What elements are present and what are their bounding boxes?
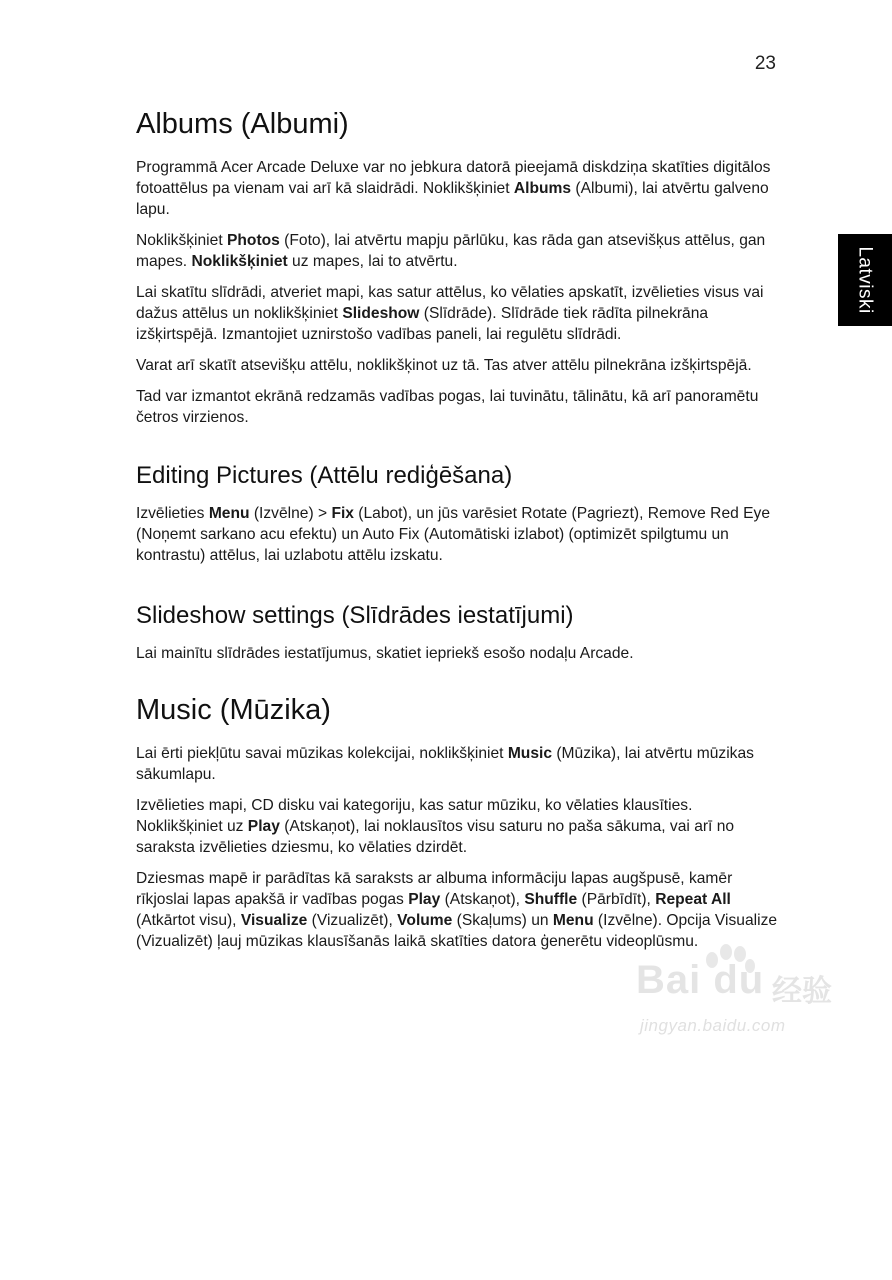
music-paragraph-1 [136,743,778,785]
text: Izvēlieties mapi, CD disku vai kategoriju, kas satur mūziku, ko vēlaties klausīties. Noklikšķiniet uz [136,797,693,836]
watermark-logo: Bai du [636,958,765,1002]
watermark-url: jingyan.baidu.com [640,1016,786,1035]
page-number: 23 [754,53,776,74]
text: uz mapes, lai to atvērtu. [287,253,458,271]
bold-term: Play [408,891,441,909]
bold-term: Visualize [240,912,308,930]
text: (Pārbīdīt), [577,891,656,909]
bold-term: Volume [397,912,453,930]
bold-term: Noklikšķiniet [191,253,288,271]
section-slideshow [136,602,778,664]
albums-paragraph-3 [136,282,778,345]
heading-music: Music (Mūzika) [136,693,331,726]
text: Izvēlieties [136,505,209,523]
bold-term: Shuffle [524,891,578,909]
section-music [136,694,778,952]
music-paragraph-2 [136,795,778,858]
heading-albums: Albums (Albumi) [136,108,349,140]
baidu-watermark [632,948,842,1048]
text: (Skaļums) un [452,912,553,930]
text: (Izvēlne). Opcija Visualize (Vizualizēt) ļauj mūzikas klausīšanās laikā skatīties datora ģenerētu videoplūsmu. [136,912,778,951]
bold-term: Repeat All [655,891,731,909]
text: (Mūzika), lai atvērtu mūzikas sākumlapu. [136,745,754,784]
text: (Izvēlne) > [249,505,332,523]
slideshow-paragraph-1: Lai mainītu slīdrādes iestatījumus, skatiet iepriekš esošo nodaļu Arcade. [136,644,634,662]
text: (Atskaņot), lai noklausītos visu saturu no paša sākuma, vai arī no saraksta izvēlieties dziesmu, ko vēlaties dzirdēt. [136,818,735,857]
text: (Atskaņot), [440,891,525,909]
bold-term: Menu [552,912,594,930]
albums-paragraph-4: Varat arī skatīt atsevišķu attēlu, noklikšķinot uz tā. Tas atver attēlu pilnekrāna izšķirtspējā. [136,357,752,375]
page-content [136,108,778,962]
bold-term: Play [247,818,280,836]
albums-paragraph-5: Tad var izmantot ekrānā redzamās vadības pogas, lai tuvinātu, tālinātu, kā arī panoramētu četros virzienos. [136,388,759,427]
heading-editing: Editing Pictures (Attēlu rediģēšana) [136,462,513,490]
bold-term: Fix [331,505,354,523]
text: (Slīdrāde). Slīdrāde tiek rādīta pilnekrāna izšķirtspējā. Izmantojiet uznirstošo vadības paneli, lai regulētu slīdrādi. [136,305,709,344]
heading-slideshow: Slideshow settings (Slīdrādes iestatījumi) [136,602,574,630]
albums-paragraph-2 [136,230,778,272]
bold-term: Slideshow [342,305,420,323]
bold-term: Photos [227,232,280,250]
albums-paragraph-1 [136,157,778,220]
text: Lai ērti piekļūtu savai mūzikas kolekcijai, noklikšķiniet [136,745,508,763]
section-albums [136,108,778,428]
bold-term: Albums [513,180,572,198]
text: Lai skatītu slīdrādi, atveriet mapi, kas satur attēlus, ko vēlaties apskatīt, izvēlieties visus vai dažus attēlus un noklikšķiniet [136,284,764,323]
music-paragraph-3 [136,868,778,952]
language-tab-label: Latviski [855,246,877,314]
text: (Albumi), lai atvērtu galveno lapu. [136,180,769,219]
text: (Labot), un jūs varēsiet Rotate (Pagriezt), Remove Red Eye (Noņemt sarkano acu efektu) un Auto Fix (Automātiski izlabot) (optimizēt spilgtumu un kontrastu) attēlus, lai uzlabotu attēlu izskatu. [136,505,770,565]
text: (Vizualizēt), [307,912,398,930]
bold-term: Menu [208,505,250,523]
text: Dziesmas mapē ir parādītas kā saraksts ar albuma informāciju lapas augšpusē, kamēr rīkjoslai lapas apakšā ir vadības pogas [136,870,733,909]
text: (Foto), lai atvērtu mapju pārlūku, kas rāda gan atsevišķus attēlus, gan mapes. [136,232,766,271]
editing-paragraph-1 [136,503,778,566]
language-side-tab [838,234,892,326]
text: Programmā Acer Arcade Deluxe var no jebkura datorā pieejamā diskdziņa skatīties digitālos fotoattēlus pa vienam vai arī kā slaidrādi. Noklikšķiniet [136,159,771,198]
bold-term: Music [507,745,553,763]
text: Noklikšķiniet [136,232,227,250]
watermark-logo-cn: 经验 [772,975,832,1008]
text: (Atkārtot visu), [136,912,241,930]
section-editing [136,462,778,566]
